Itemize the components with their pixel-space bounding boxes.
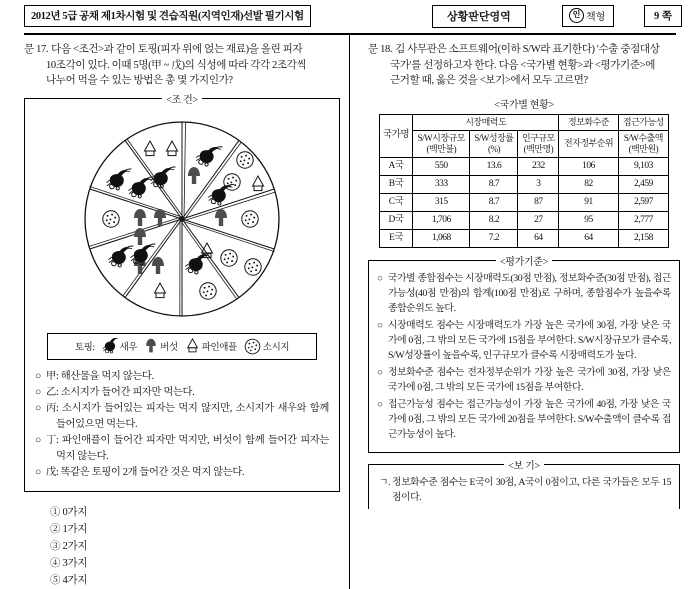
cell-market-size: 1,068 bbox=[413, 229, 470, 247]
column-divider bbox=[349, 33, 350, 589]
pizza-diagram bbox=[78, 115, 286, 323]
cell-growth: 7.2 bbox=[470, 229, 518, 247]
subject-area-badge: 상황판단영역 bbox=[432, 5, 526, 28]
table-row bbox=[380, 157, 669, 175]
criteria-box-wrapper bbox=[368, 256, 680, 453]
criteria-text: 시장매력도 점수는 시장매력도가 가장 높은 국가에 30점, 가장 낮은 국가에 0점, 그 밖의 모든 국가에 15점을 부여한다. S/W시장규모가 클수록, S/W성장률이 높을수록, 인구규모가 클수록 시장매력도가 높다. bbox=[388, 319, 671, 361]
bogi-marker: ㄱ. bbox=[379, 476, 391, 488]
condition-text: : 소시지가 들어있는 피자는 먹지 않지만, 소시지가 새우와 함께 들어있으면 먹는다. bbox=[55, 403, 329, 430]
legend-label-sausage: 소시지 bbox=[262, 343, 290, 353]
form-type-label: 책형 bbox=[586, 12, 606, 23]
subheader-population: 인구규모 (백만명) bbox=[518, 130, 559, 157]
shrimp-icon bbox=[102, 338, 118, 354]
table-header-row-1 bbox=[380, 114, 669, 130]
cell-population: 87 bbox=[518, 193, 559, 211]
condition-bullet: ○ bbox=[35, 386, 41, 398]
topping-legend bbox=[47, 333, 317, 360]
table-header-row-2 bbox=[380, 130, 669, 157]
condition-item bbox=[35, 385, 329, 400]
pizza-diagram-area bbox=[35, 111, 329, 325]
condition-person: 戊 bbox=[46, 466, 56, 478]
answer-choices-17 bbox=[24, 504, 340, 589]
bogi-text: 정보화수준 점수는 E국이 30점, A국이 0점이고, 다른 국가들은 모두 15점이다. bbox=[392, 476, 671, 503]
condition-item bbox=[35, 401, 329, 432]
cell-egov-rank: 106 bbox=[559, 157, 619, 175]
condition-person: 丙 bbox=[46, 403, 56, 415]
condition-bullet: ○ bbox=[35, 466, 41, 478]
page-number: 9 쪽 bbox=[644, 5, 682, 27]
choice-1[interactable]: ① 0가지 bbox=[50, 507, 88, 519]
cell-egov-rank: 64 bbox=[559, 229, 619, 247]
question-18-number: 문 18. bbox=[368, 44, 393, 55]
table-caption: <국가별 현황> bbox=[494, 99, 554, 111]
question-17-line2: 10조각이 있다. 이때 5명(甲 ~ 戊)의 식성에 따라 각각 2조각씩 bbox=[46, 59, 307, 71]
cell-exports: 9,103 bbox=[618, 157, 668, 175]
condition-box-caption: <조 건> bbox=[24, 91, 340, 106]
cell-market-size: 1,706 bbox=[413, 211, 470, 229]
cell-market-size: 333 bbox=[413, 175, 470, 193]
question-17-number: 문 17. bbox=[24, 44, 49, 55]
header-market-attractiveness: 시장매력도 bbox=[413, 114, 559, 130]
condition-person: 乙 bbox=[46, 386, 56, 398]
country-status-table bbox=[379, 114, 669, 248]
question-18-line3: 근거할 때, 옳은 것을 <보기>에서 모두 고르면? bbox=[390, 75, 588, 86]
condition-bullet: ○ bbox=[35, 435, 41, 447]
subheader-exports: S/W수출액 (백만원) bbox=[618, 130, 668, 157]
criteria-bullet: ○ bbox=[377, 366, 383, 378]
cell-population: 27 bbox=[518, 211, 559, 229]
subheader-growth-rate: S/W성장률 (%) bbox=[470, 130, 518, 157]
choice-5[interactable]: ⑤ 4가지 bbox=[50, 575, 88, 587]
bogi-box-wrapper bbox=[368, 460, 680, 509]
criteria-list bbox=[377, 271, 671, 442]
cell-country: C국 bbox=[380, 193, 413, 211]
legend-item-shrimp bbox=[102, 338, 138, 354]
legend-label-shrimp: 새우 bbox=[119, 343, 138, 353]
seal-icon: 인 bbox=[569, 8, 584, 23]
condition-item bbox=[35, 433, 329, 464]
cell-country: E국 bbox=[380, 229, 413, 247]
criteria-item bbox=[377, 365, 671, 395]
condition-text: : 똑같은 토핑이 2개 들어간 것은 먹지 않는다. bbox=[55, 466, 245, 478]
cell-market-size: 550 bbox=[413, 157, 470, 175]
cell-growth: 8.2 bbox=[470, 211, 518, 229]
criteria-text: 정보화수준 점수는 전자정부순위가 가장 높은 국가에 30점, 가장 낮은 국가에 0점, 그 밖의 모든 국가에 15점을 부여한다. bbox=[388, 366, 671, 393]
condition-item bbox=[35, 369, 329, 384]
condition-text: : 파인애플이 들어간 피자만 먹지만, 버섯이 함께 들어간 피자는 먹지 않는다. bbox=[55, 435, 329, 462]
subheader-egov-rank: 전자정부순위 bbox=[559, 130, 619, 157]
criteria-item bbox=[377, 271, 671, 316]
condition-bullet: ○ bbox=[35, 370, 41, 382]
legend-label-pineapple: 파인애플 bbox=[201, 343, 237, 353]
condition-box bbox=[24, 98, 340, 493]
criteria-item bbox=[377, 397, 671, 442]
header-accessibility: 접근가능성 bbox=[618, 114, 668, 130]
condition-bullet: ○ bbox=[35, 403, 41, 415]
criteria-text: 국가별 종합점수는 시장매력도(30점 만점), 정보화수준(30점 만점), 접근가능성(40점 만점)의 합계(100점 만점)로 구하며, 종합점수가 높을수록 종합순위도 높다. bbox=[388, 272, 671, 314]
bogi-box-caption: <보 기> bbox=[368, 457, 680, 472]
cell-population: 3 bbox=[518, 175, 559, 193]
cell-egov-rank: 95 bbox=[559, 211, 619, 229]
criteria-text: 접근가능성 점수는 접근가능성이 가장 높은 국가에 40점, 가장 낮은 국가에 0점, 그 밖의 모든 국가에 20점을 부여한다. S/W수출액이 클수록 접근가능성이 높다. bbox=[388, 398, 671, 440]
legend-label: 토핑: bbox=[74, 343, 95, 353]
cell-growth: 13.6 bbox=[470, 157, 518, 175]
mushroom-icon bbox=[144, 338, 158, 354]
question-17 bbox=[24, 42, 340, 89]
question-17-line3: 나누어 먹을 수 있는 방법은 총 몇 가지인가? bbox=[46, 75, 233, 86]
legend-item-mushroom bbox=[144, 338, 178, 354]
question-17-line1: 다음 <조건>과 같이 토핑(피자 위에 얹는 재료)을 올린 피자 bbox=[51, 44, 303, 55]
condition-person: 丁 bbox=[46, 435, 56, 447]
header-divider bbox=[24, 33, 676, 35]
criteria-bullet: ○ bbox=[377, 398, 383, 410]
cell-egov-rank: 82 bbox=[559, 175, 619, 193]
question-18-line1: 김 사무관은 소프트웨어(이하 S/W라 표기한다) '수출 중점대상 bbox=[395, 44, 660, 55]
cell-market-size: 315 bbox=[413, 193, 470, 211]
criteria-bullet: ○ bbox=[377, 319, 383, 331]
cell-country: B국 bbox=[380, 175, 413, 193]
criteria-item bbox=[377, 318, 671, 363]
form-type-badge bbox=[562, 5, 614, 27]
cell-exports: 2,459 bbox=[618, 175, 668, 193]
question-18-line2: 국가'를 선정하고자 한다. 다음 <국가별 현황>과 <평가기준>에 bbox=[390, 59, 655, 71]
page-header bbox=[0, 0, 700, 34]
subheader-market-size: S/W시장규모 (백만불) bbox=[413, 130, 470, 157]
cell-country: D국 bbox=[380, 211, 413, 229]
cell-exports: 2,597 bbox=[618, 193, 668, 211]
cell-population: 64 bbox=[518, 229, 559, 247]
cell-egov-rank: 91 bbox=[559, 193, 619, 211]
condition-box-wrapper bbox=[24, 94, 340, 493]
legend-item-pineapple bbox=[185, 338, 237, 354]
condition-list bbox=[35, 369, 329, 481]
exam-title: 2012년 5급 공채 제1차시험 및 견습직원(지역인재)선발 필기시험 bbox=[24, 5, 311, 27]
sausage-icon bbox=[244, 338, 261, 355]
cell-exports: 2,158 bbox=[618, 229, 668, 247]
header-country: 국가명 bbox=[380, 114, 413, 157]
table-row bbox=[380, 175, 669, 193]
header-informatization: 정보화수준 bbox=[559, 114, 619, 130]
question-18 bbox=[368, 42, 680, 89]
choice-4[interactable]: ④ 3가지 bbox=[50, 558, 88, 570]
criteria-box bbox=[368, 260, 680, 453]
bogi-item bbox=[379, 475, 671, 505]
table-row bbox=[380, 211, 669, 229]
condition-person: 甲 bbox=[46, 370, 56, 382]
table-row bbox=[380, 193, 669, 211]
table-row bbox=[380, 229, 669, 247]
criteria-bullet: ○ bbox=[377, 272, 383, 284]
cell-country: A국 bbox=[380, 157, 413, 175]
choice-2[interactable]: ② 1가지 bbox=[50, 524, 88, 536]
cell-exports: 2,777 bbox=[618, 211, 668, 229]
condition-text: : 해산물을 먹지 않는다. bbox=[55, 370, 154, 382]
condition-item bbox=[35, 465, 329, 480]
cell-population: 232 bbox=[518, 157, 559, 175]
legend-item-sausage bbox=[244, 338, 289, 355]
cell-growth: 8.7 bbox=[470, 175, 518, 193]
legend-label-mushroom: 버섯 bbox=[160, 343, 178, 353]
pineapple-icon bbox=[185, 338, 200, 354]
right-column bbox=[368, 42, 680, 509]
left-column bbox=[24, 42, 340, 589]
choice-3[interactable]: ③ 2가지 bbox=[50, 541, 88, 553]
cell-growth: 8.7 bbox=[470, 193, 518, 211]
condition-text: : 소시지가 들어간 피자만 먹는다. bbox=[55, 386, 195, 398]
criteria-box-caption: <평가기준> bbox=[368, 253, 680, 268]
